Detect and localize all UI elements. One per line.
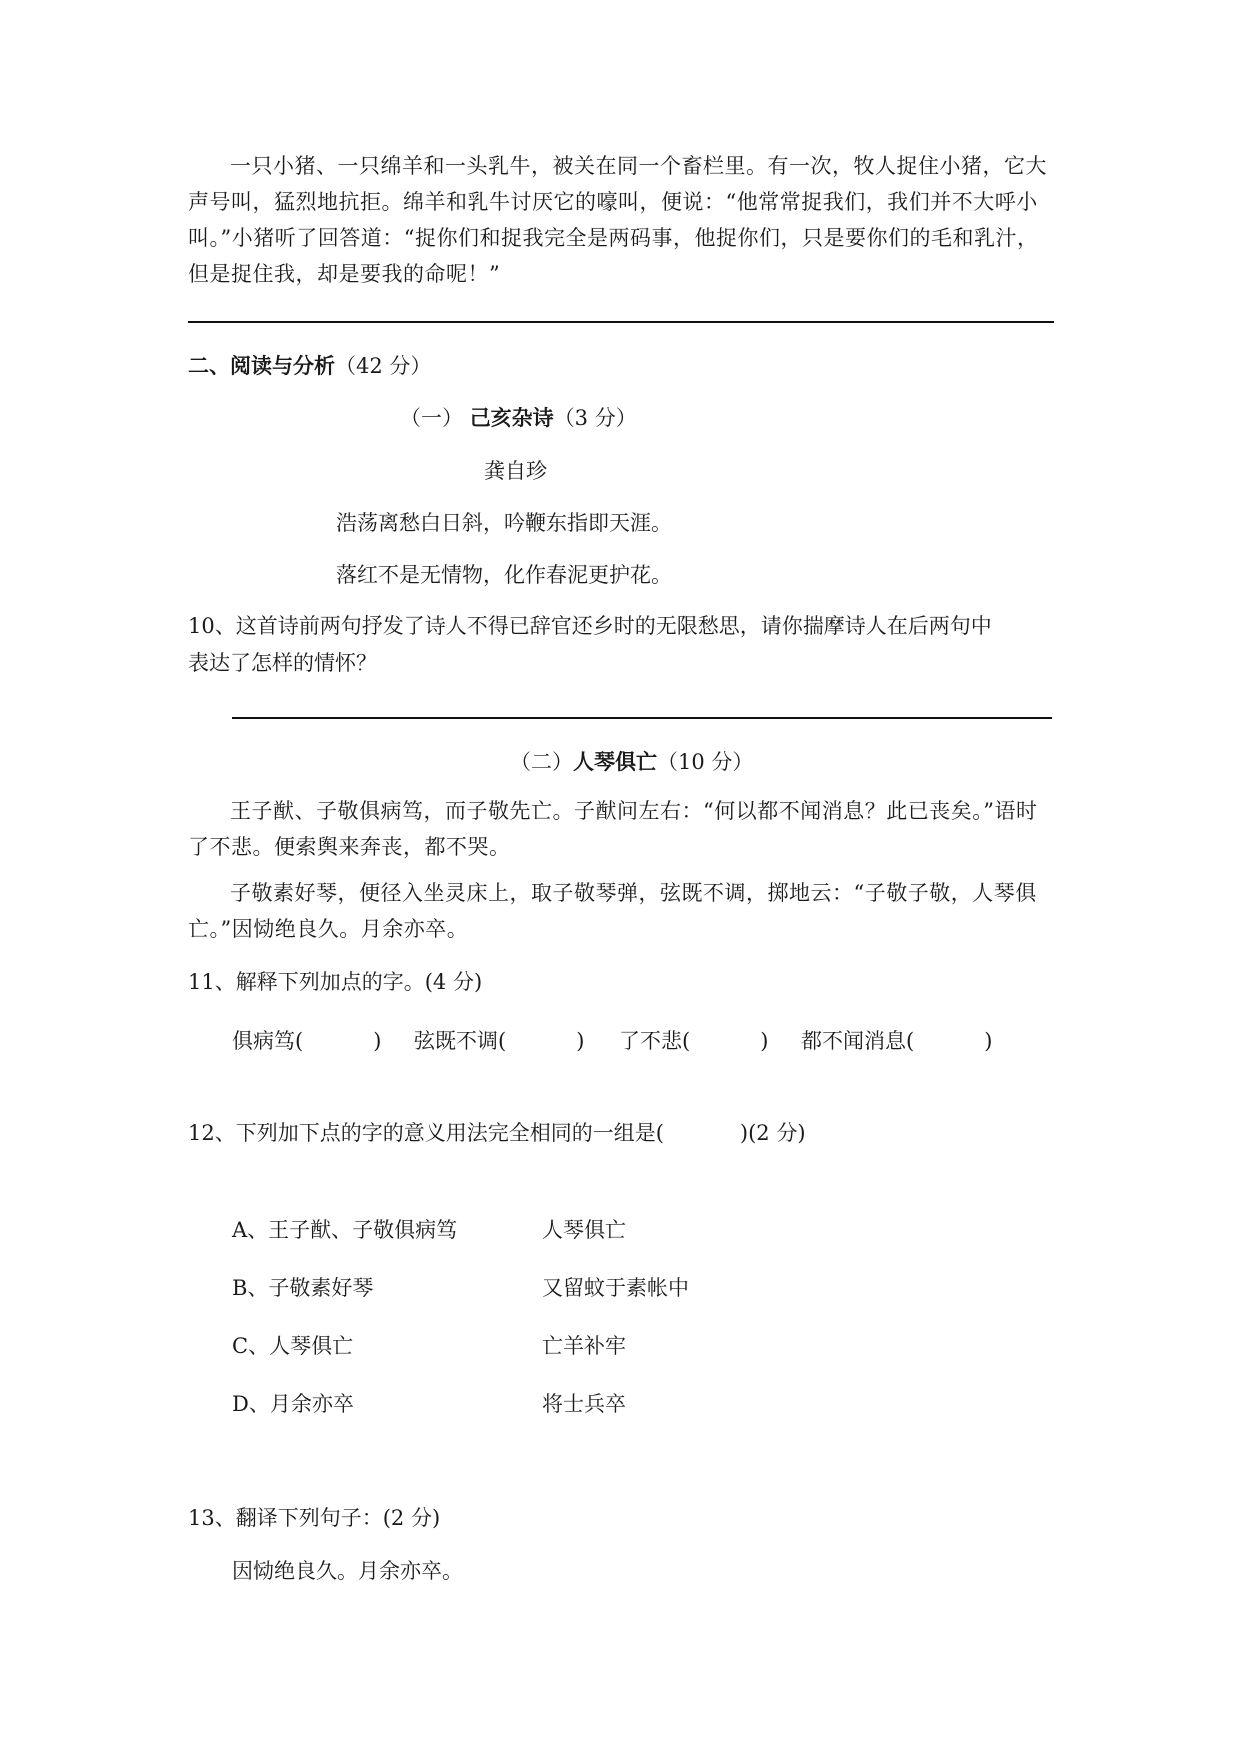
question-11-item: [801, 1025, 992, 1055]
option-a-left: A、王子猷、子敬俱病笃: [232, 1218, 458, 1242]
text2-paragraph-2: [188, 875, 1058, 947]
option-c-right: 亡羊补牢: [542, 1334, 626, 1358]
question-11-item-close: ): [760, 1029, 769, 1053]
poem-title-text: 己亥杂诗: [469, 406, 554, 430]
question-10-line-1: 10、这首诗前两句抒发了诗人不得已辞官还乡时的无限愁思，请你揣摩诗人在后两句中: [188, 614, 992, 638]
question-11-item-close: ): [576, 1029, 585, 1053]
option-b-left: B、子敬素好琴: [232, 1276, 374, 1300]
question-12-prompt-text: 12、下列加下点的字的意义用法完全相同的一组是(: [188, 1121, 664, 1145]
text2-paragraph-2-text: 子敬素好琴，便径入坐灵床上，取子敬琴弹，弦既不调，掷地云：“子敬子敬，人琴俱亡。”因恸绝良久。月余亦卒。: [188, 881, 1037, 941]
text2-title-text: 人琴俱亡: [573, 750, 657, 774]
question-11-item-text: 了不悲(: [619, 1029, 691, 1053]
intro-paragraph: [188, 148, 1058, 292]
section-heading: [188, 350, 431, 380]
question-13-prompt: 13、翻译下列句子：(2 分): [188, 1506, 441, 1530]
intro-paragraph-text: 一只小猪、一只绵羊和一头乳牛，被关在同一个畜栏里。有一次，牧人捉住小猪，它大声号叫，猛烈地抗拒。绵羊和乳牛讨厌它的嚎叫，便说：“他常常捉我们，我们并不大呼小叫。”小猪听了回答道：“捉你们和捉我完全是两码事，他捉你们，只是要你们的毛和乳汁，但是捉住我，却是要我的命呢！”: [188, 154, 1047, 286]
section-heading-title: 二、阅读与分析: [188, 354, 335, 378]
question-11-item-text: 都不闻消息(: [801, 1029, 915, 1053]
text2-score: （10 分）: [657, 750, 754, 774]
question-11-item: [232, 1025, 381, 1055]
poem-title: [400, 402, 637, 432]
question-11-item-text: 俱病笃(: [232, 1029, 304, 1053]
answer-line: [232, 717, 1052, 719]
text2-paragraph-1-text: 王子猷、子敬俱病笃，而子敬先亡。子猷问左右：“何以都不闻消息？此已丧矣。”语时了不悲。便索舆来奔丧，都不哭。: [188, 799, 1038, 859]
text2-prefix: （二）: [510, 750, 573, 774]
poem-score: （3 分）: [553, 406, 637, 430]
option-b-right: 又留蚊于素帐中: [542, 1276, 689, 1300]
question-11-item-text: 弦既不调(: [414, 1029, 507, 1053]
option-d-left: D、月余亦卒: [232, 1392, 354, 1416]
question-12-score: )(2 分): [739, 1121, 806, 1145]
question-11-item-close: ): [373, 1029, 382, 1053]
question-11-item: [619, 1025, 768, 1055]
question-12-prompt: [188, 1117, 806, 1147]
text2-title: [510, 746, 753, 776]
question-10-line-2: 表达了怎样的情怀？: [188, 651, 377, 675]
question-11-item: [414, 1025, 584, 1055]
poem-prefix: （一）: [400, 406, 463, 430]
option-a-right: 人琴俱亡: [542, 1218, 626, 1242]
question-11-item-close: ): [984, 1029, 993, 1053]
section-divider: [188, 321, 1054, 323]
question-13-sentence: 因恸绝良久。月余亦卒。: [232, 1559, 463, 1583]
poem-author: 龚自珍: [484, 459, 547, 483]
section-heading-score: （42 分）: [335, 354, 432, 378]
question-11-prompt: 11、解释下列加点的字。(4 分): [188, 970, 483, 994]
text2-paragraph-1: [188, 793, 1058, 865]
option-c-left: C、人琴俱亡: [232, 1334, 354, 1358]
poem-line-1: 浩荡离愁白日斜，吟鞭东指即天涯。: [336, 511, 672, 535]
option-d-right: 将士兵卒: [542, 1392, 626, 1416]
poem-line-2: 落红不是无情物，化作春泥更护花。: [336, 563, 672, 587]
